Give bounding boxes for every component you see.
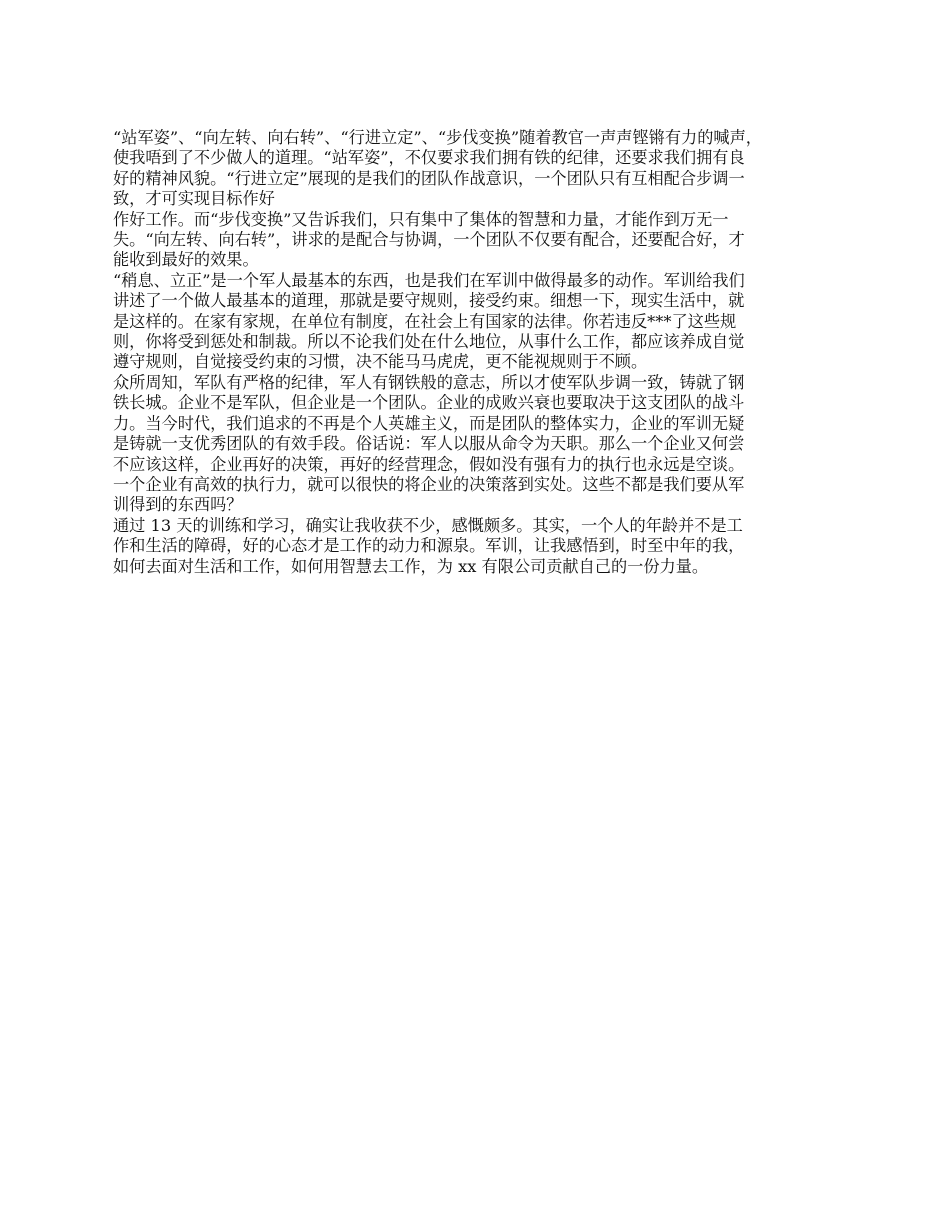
text-line: “站军姿”、“向左转、向右转”、“行进立定”、“步伐变换”随着教官一声声铿锵有力的喊声，	[113, 128, 762, 147]
text-line: 讲述了一个做人最基本的道理，那就是要守规则，接受约束。细想一下，现实生活中，就	[113, 291, 745, 311]
text-line: 力。当今时代，我们追求的不再是个人英雄主义，而是团队的整体实力，企业的军训无疑	[113, 413, 745, 433]
text-line: 众所周知，军队有严格的纪律，军人有钢铁般的意志，所以才使军队步调一致，铸就了钢	[113, 372, 745, 392]
text-line: 如何去面对生活和工作，如何用智慧去工作，为 xx 有限公司贡献自己的一份力量。	[113, 556, 709, 576]
text-line: 失。“向左转、向右转”，讲求的是配合与协调，一个团队不仅要有配合，还要配合好，才	[113, 230, 745, 250]
text-line: 好的精神风貌。“行进立定”展现的是我们的团队作战意识，一个团队只有互相配合步调一	[113, 168, 745, 188]
text-line: “稍息、立正”是一个军人最基本的东西，也是我们在军训中做得最多的动作。军训给我们	[113, 270, 745, 290]
text-line: 通过 13 天的训练和学习，确实让我收获不少，感慨颇多。其实，一个人的年龄并不是工	[113, 515, 743, 535]
text-line: 是这样的。在家有家规，在单位有制度，在社会上有国家的法律。你若违反***了这些规	[113, 311, 737, 331]
text-line: 铁长城。企业不是军队，但企业是一个团队。企业的成败兴衰也要取决于这支团队的战斗	[113, 393, 745, 413]
text-line: 作好工作。而“步伐变换”又告诉我们，只有集中了集体的智慧和力量，才能作到万无一	[113, 209, 729, 229]
text-line: 则，你将受到惩处和制裁。所以不论我们处在什么地位，从事什么工作，都应该养成自觉	[113, 332, 745, 352]
text-line: 致，才可实现目标作好	[113, 189, 275, 209]
text-line: 遵守规则，自觉接受约束的习惯，决不能马马虎虎，更不能视规则于不顾。	[113, 352, 648, 372]
text-line: 使我唔到了不少做人的道理。“站军姿”，不仅要求我们拥有铁的纪律，还要求我们拥有良	[113, 148, 745, 168]
text-line: 是铸就一支优秀团队的有效手段。俗话说：军人以服从命令为天职。那么一个企业又何尝	[113, 434, 745, 454]
text-line: 作和生活的障碍，好的心态才是工作的动力和源泉。军训，让我感悟到，时至中年的我，	[113, 536, 745, 556]
text-line: 一个企业有高效的执行力，就可以很快的将企业的决策落到实处。这些不都是我们要从军	[113, 474, 745, 494]
text-line: 能收到最好的效果。	[113, 250, 259, 270]
document-body	[113, 128, 840, 577]
text-line: 训得到的东西吗？	[113, 495, 243, 515]
text-line: 不应该这样，企业再好的决策，再好的经营理念，假如没有强有力的执行也永远是空谈。	[113, 454, 745, 474]
